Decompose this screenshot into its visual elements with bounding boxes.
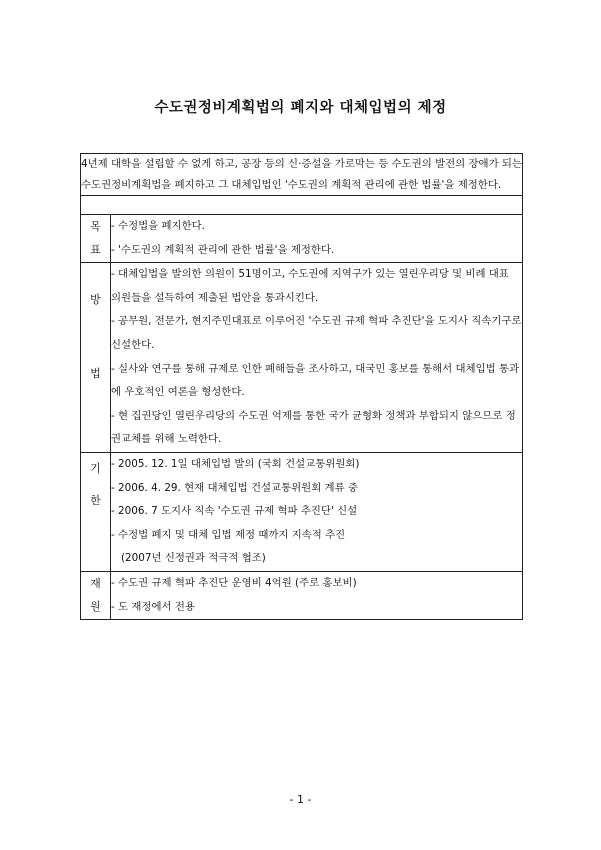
list-item: - 2006. 4. 29. 현재 대체입법 건설교통위원회 계류 중 [111,481,358,494]
period-content [111,452,523,571]
method-content [111,263,523,453]
list-item: - 실사와 연구를 통해 규제로 인한 폐해들을 조사하고, 대국민 홍보를 통해서 대체입법 통과에 우호적인 여론을 형성한다. [111,362,520,399]
page-number: - 1 - [289,793,312,806]
period-label: 기 한 [81,452,111,571]
objective-content [111,215,523,263]
list-item-note: (2007년 신정권과 적극적 협조) [121,552,266,565]
objective-label: 목 표 [81,215,111,263]
period-row [81,452,523,571]
objective-row [81,215,523,263]
finance-row [81,571,523,619]
list-item: - '수도권의 계획적 관리에 관한 법률'을 제정한다. [111,243,335,256]
list-item: - 대체입법을 발의한 의원이 51명이고, 수도권에 지역구가 있는 열린우리당 및 비례 대표 의원들을 설득하여 제출된 법안을 통과시킨다. [111,268,509,304]
list-item: - 2006. 7 도지사 직속 '수도권 규제 혁파 추진단' 신설 [111,505,358,518]
summary-row [81,154,523,196]
list-item: - 도 재정에서 전용 [111,600,195,613]
summary-text: 4년제 대학을 설립할 수 없게 하고, 공장 등의 신·증설을 가로막는 등 수도권의 발전의 장애가 되는 수도권정비계획법을 폐지하고 그 대체입법인 '수도권의 계획적 관리에 관한 법률'을 제정한다. [81,154,523,196]
list-item: - 수정법 폐지 및 대체 입법 제정 때까지 지속적 추진 [111,528,346,541]
list-item: - 현 집권당인 열린우리당의 수도권 억제를 통한 국가 균형화 정책과 부합되지 않으므로 정권교체를 위해 노력한다. [111,409,516,446]
spacer-row [81,196,523,215]
method-label: 방 법 [81,263,111,453]
method-row [81,263,523,453]
list-item: - 공무원, 전문가, 현지주민대표로 이루어진 '수도권 규제 혁파 추진단'을 도지사 직속기구로 신설한다. [111,315,522,351]
list-item: - 수도권 규제 혁파 추진단 운영비 4억원 (주로 홍보비) [111,576,357,589]
document-title: 수도권정비계획법의 폐지와 대체입법의 제정 [154,100,447,116]
policy-table [80,153,523,620]
finance-label: 재 원 [81,571,111,619]
list-item: - 수정법을 폐지한다. [111,220,205,232]
list-item: - 2005. 12. 1일 대체입법 발의 (국회 건설교통위원회) [111,457,360,470]
finance-content [111,571,523,619]
